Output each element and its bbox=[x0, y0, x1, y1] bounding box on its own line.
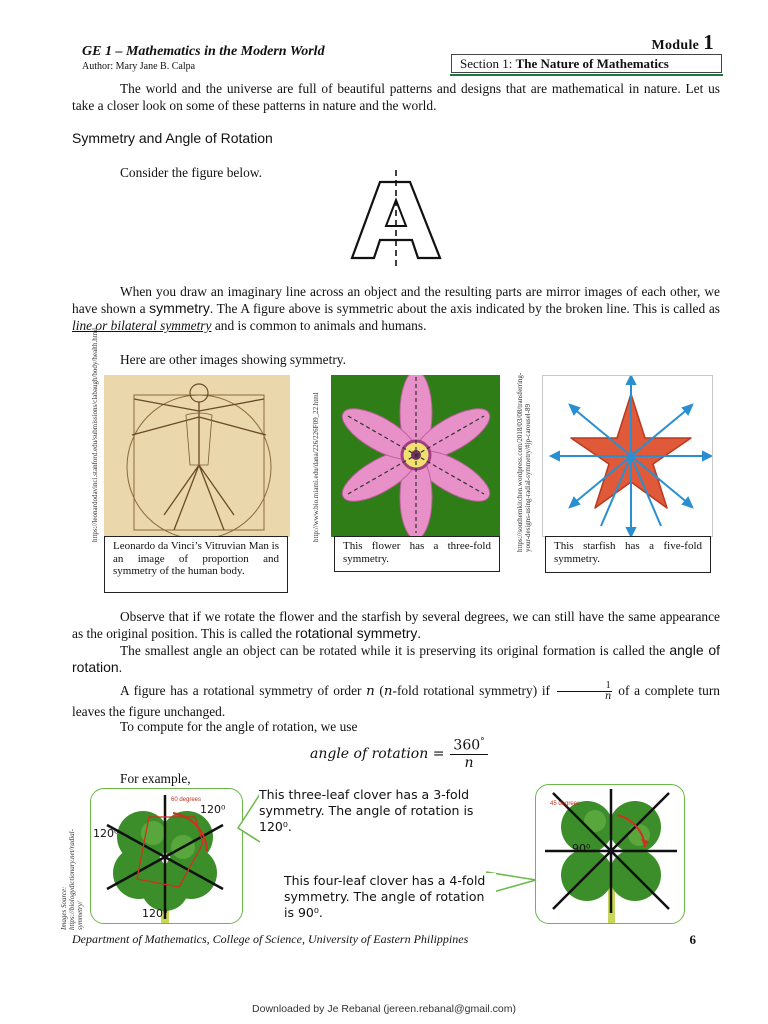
flower-image bbox=[331, 375, 500, 537]
text-run: A figure has a rotational symmetry of order bbox=[120, 683, 367, 698]
intro-paragraph: The world and the universe are full of beautiful patterns and designs that are mathematical in nature. Let us take a closer look on some of these patterns in nature and the world. bbox=[72, 81, 720, 113]
module-word: Module bbox=[651, 38, 700, 53]
math-n: n bbox=[383, 684, 393, 699]
course-title: GE 1 – Mathematics in the Modern World bbox=[82, 44, 325, 59]
image-source-1: https://leonardodavinci.stanford.edu/submissions/clabaugh/body/health.html bbox=[91, 327, 99, 542]
text-run: . The A figure above is symmetric about the axis indicated by the broken line. This is called as bbox=[209, 301, 720, 316]
angle-formula bbox=[310, 736, 488, 772]
symmetry-paragraph bbox=[72, 283, 720, 334]
fraction-1-over-n bbox=[557, 681, 612, 702]
clover4-degree-label: 45 degrees bbox=[550, 801, 581, 807]
image-source-2: http://www.bio.miami.edu/dana/226/226F09_22.html bbox=[312, 392, 320, 542]
image-source-3: https://southernkitchen.wordpress.com/2018/03/08/transferring-your-designs-using-radial-symmetry/#jp-carousel-89 bbox=[516, 372, 532, 552]
clover3-angle-label-bottom: 120⁰ bbox=[142, 907, 168, 920]
rotational-paragraph bbox=[72, 608, 720, 642]
starfish-image bbox=[542, 375, 713, 537]
text-run: When you draw an imaginary line across an object and the resulting parts are mirror images of each other, we have shown a bbox=[72, 284, 720, 316]
clover3-degree-label: 60 degrees bbox=[171, 797, 202, 803]
section-label: Section 1: bbox=[460, 56, 513, 71]
clover3-angle-label-left: 120⁰ bbox=[93, 827, 119, 840]
text-run: . bbox=[417, 626, 421, 641]
term-line-symmetry: line or bilateral symmetry bbox=[72, 318, 212, 333]
clover3-description: This three-leaf clover has a 3-fold symmetry. The angle of rotation is 120⁰. bbox=[259, 787, 485, 835]
order-paragraph bbox=[72, 681, 720, 721]
math-n: n bbox=[366, 684, 375, 699]
text-run: -fold rotational symmetry) if bbox=[392, 683, 555, 698]
module-label bbox=[651, 30, 714, 55]
formula-denominator: n bbox=[464, 754, 474, 771]
fraction-numerator: 1 bbox=[557, 681, 612, 692]
section-title: The Nature of Mathematics bbox=[515, 56, 669, 71]
vitruvian-drawing bbox=[104, 375, 290, 537]
text-run: of a complete turn leaves the figure unchanged. bbox=[72, 683, 720, 720]
author-line: Author: Mary Jane B. Calpa bbox=[82, 61, 196, 72]
fraction-denominator: n bbox=[604, 691, 612, 703]
caption-flower: This flower has a three-fold symmetry. bbox=[334, 536, 500, 572]
angle-paragraph bbox=[72, 642, 720, 676]
clover4-angle-label: 90⁰ bbox=[572, 842, 591, 855]
clover4-description: This four-leaf clover has a 4-fold symmetry. The angle of rotation is 90⁰. bbox=[284, 873, 496, 921]
example-text: For example, bbox=[120, 771, 191, 786]
clover3-angle-label-top: 120⁰ bbox=[200, 803, 226, 816]
vitruvian-man-image bbox=[104, 375, 290, 537]
text-run: ( bbox=[374, 683, 384, 698]
term-symmetry: symmetry bbox=[149, 300, 210, 316]
term-rotational-symmetry: rotational symmetry bbox=[295, 625, 418, 641]
letter-a-figure bbox=[340, 170, 450, 275]
caption-vitruvian: Leonardo da Vinci’s Vitruvian Man is an image of proportion and symmetry of the human body. bbox=[104, 536, 288, 593]
term-angle-of-rotation: angle of rotation bbox=[72, 642, 720, 675]
page-footer: Department of Mathematics, College of Science, University of Eastern Philippines bbox=[72, 932, 469, 946]
caption-starfish: This starfish has a five-fold symmetry. bbox=[545, 536, 711, 573]
four-clover-drawing bbox=[536, 785, 685, 924]
other-images-text: Here are other images showing symmetry. bbox=[120, 352, 346, 367]
starfish-drawing bbox=[543, 376, 713, 537]
compute-text: To compute for the angle of rotation, we use bbox=[120, 719, 358, 734]
formula-numerator bbox=[450, 737, 487, 755]
text-run: . bbox=[118, 660, 123, 675]
clover-source: Images Source: https://biologydictionary.net/radial-symmetry/ bbox=[60, 829, 84, 930]
section-heading: Symmetry and Angle of Rotation bbox=[72, 130, 273, 146]
text-run: The smallest angle an object can be rotated while it is preserving its original formation is called the bbox=[120, 643, 670, 658]
four-leaf-clover-image bbox=[535, 784, 685, 924]
module-number: 1 bbox=[703, 30, 714, 54]
consider-text: Consider the figure below. bbox=[120, 165, 262, 180]
formula-fraction bbox=[450, 737, 487, 771]
formula-360: 360 bbox=[453, 737, 481, 754]
section-box bbox=[451, 54, 722, 73]
formula-lhs: angle of rotation = bbox=[310, 746, 445, 762]
text-run: and is common to animals and humans. bbox=[211, 318, 427, 333]
download-note: Downloaded by Je Rebanal (jereen.rebanal@gmail.com) bbox=[252, 1003, 516, 1015]
flower-drawing bbox=[331, 375, 500, 537]
section-rule bbox=[450, 74, 723, 76]
formula-degree: ° bbox=[480, 737, 485, 748]
text-run: Observe that if we rotate the flower and the starfish by several degrees, we can still have the same appearance as the original position. This is called the bbox=[72, 609, 720, 641]
page-number: 6 bbox=[689, 932, 696, 947]
